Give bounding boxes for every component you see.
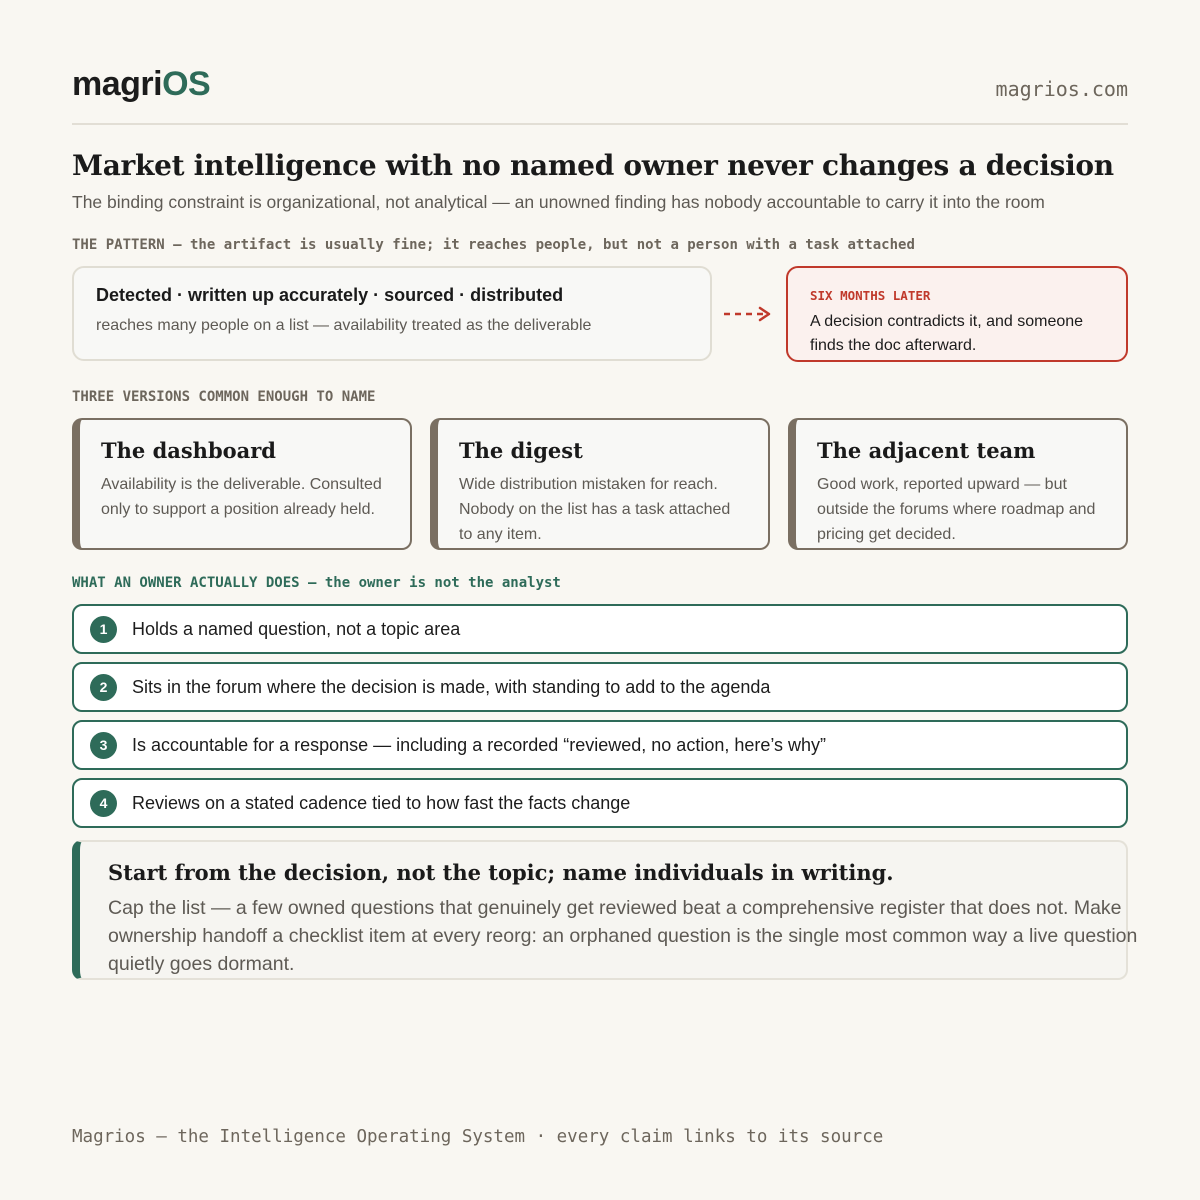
step-number-badge: 4 bbox=[90, 790, 117, 817]
owner-step-3 bbox=[72, 720, 1128, 770]
dashed-arrow-icon bbox=[722, 302, 774, 326]
pattern-card bbox=[72, 266, 712, 361]
owner-step-1 bbox=[72, 604, 1128, 654]
step-number-badge: 1 bbox=[90, 616, 117, 643]
step-text: Is accountable for a response — including a recorded “reviewed, no action, here’s why” bbox=[132, 735, 827, 755]
version-title: The adjacent team bbox=[817, 438, 1036, 463]
pattern-card-heading: Detected · written up accurately · sourced · distributed bbox=[96, 285, 564, 305]
step-text: Holds a named question, not a topic area bbox=[132, 619, 461, 639]
pattern-card-subtext: reaches many people on a list — availability treated as the deliverable bbox=[96, 317, 592, 334]
step-number-badge: 3 bbox=[90, 732, 117, 759]
page-subtitle: The binding constraint is organizational, not analytical — an unowned finding has nobody accountable to carry it into the room bbox=[72, 192, 1045, 212]
takeaway-callout bbox=[72, 840, 1138, 980]
owner-step-4 bbox=[72, 778, 1128, 828]
version-card-digest bbox=[430, 418, 770, 550]
callout-body: Cap the list — a few owned questions that genuinely get reviewed beat a comprehensive register that does not. Make ownership handoff a checklist item at every reorg: an orphaned question is the single most common way a live question quietly goes dormant. bbox=[108, 897, 1138, 975]
outcome-card bbox=[786, 266, 1128, 362]
version-card-adjacent-team bbox=[788, 418, 1128, 550]
brand-domain: magrios.com bbox=[995, 77, 1128, 101]
version-body: Good work, reported upward — but outside the forums where roadmap and pricing get decided. bbox=[817, 476, 1096, 543]
brand-logo bbox=[72, 64, 210, 104]
version-card-dashboard bbox=[72, 418, 412, 550]
version-body: Availability is the deliverable. Consulted only to support a position already held. bbox=[101, 476, 382, 518]
version-title: The dashboard bbox=[101, 438, 276, 463]
versions-section-label: THREE VERSIONS COMMON ENOUGH TO NAME bbox=[72, 389, 376, 405]
page-title: Market intelligence with no named owner never changes a decision bbox=[72, 149, 1114, 182]
owner-step-2 bbox=[72, 662, 1128, 712]
outcome-text: A decision contradicts it, and someone finds the doc afterward. bbox=[810, 313, 1084, 354]
brand-name-main: magri bbox=[72, 65, 163, 103]
step-text: Sits in the forum where the decision is made, with standing to add to the agenda bbox=[132, 677, 771, 697]
version-body: Wide distribution mistaken for reach. Nobody on the list has a task attached to any item. bbox=[459, 476, 731, 543]
step-text: Reviews on a stated cadence tied to how fast the facts change bbox=[132, 793, 631, 813]
brand-name-accent: OS bbox=[162, 65, 211, 103]
pattern-section-label: THE PATTERN — the artifact is usually fine; it reaches people, but not a person with a task attached bbox=[72, 237, 915, 253]
header-divider bbox=[72, 123, 1128, 125]
step-number-badge: 2 bbox=[90, 674, 117, 701]
version-title: The digest bbox=[459, 438, 583, 463]
owner-section-label: WHAT AN OWNER ACTUALLY DOES — the owner is not the analyst bbox=[72, 575, 561, 591]
outcome-tag: SIX MONTHS LATER bbox=[810, 288, 931, 303]
callout-title: Start from the decision, not the topic; name individuals in writing. bbox=[108, 860, 894, 885]
footer-text: Magrios — the Intelligence Operating System · every claim links to its source bbox=[72, 1127, 884, 1147]
